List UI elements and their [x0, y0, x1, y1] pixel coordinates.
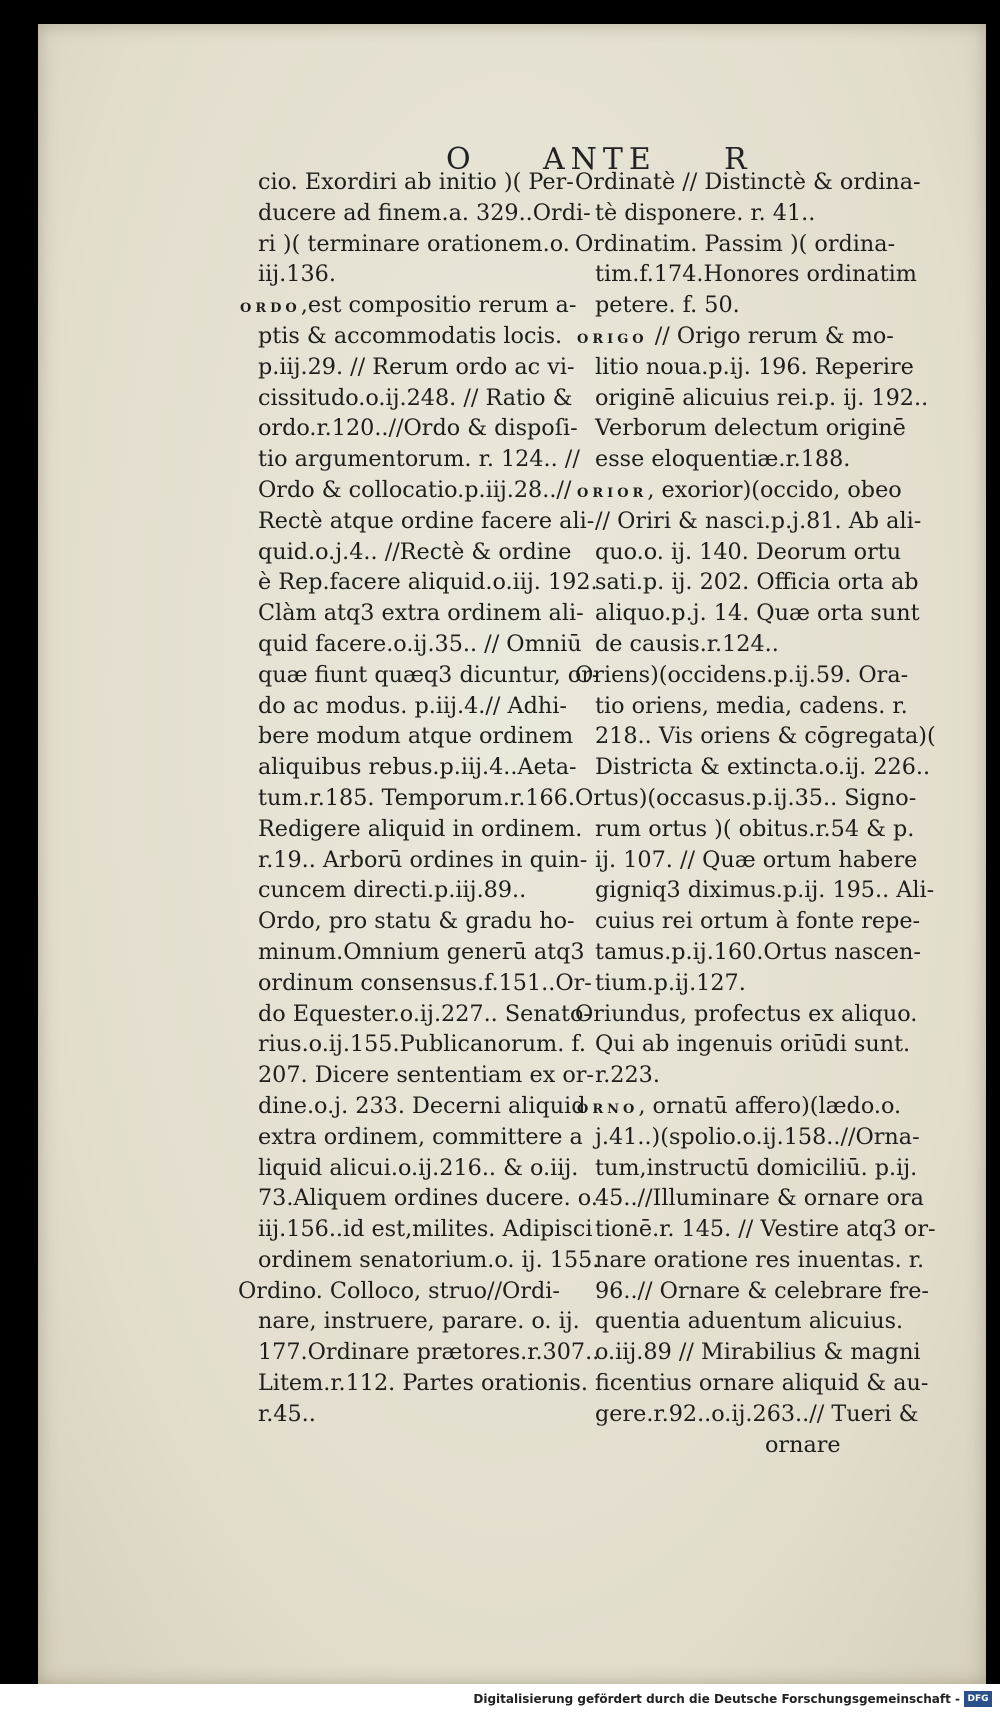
text-line [258, 475, 628, 506]
line-text: Oriundus, profectus ex aliquo. [575, 1000, 918, 1027]
line-text: 96..// Ornare & celebrare fre- [595, 1277, 929, 1304]
line-text: p.iij.29. // Rerum ordo ac vi- [258, 353, 575, 380]
line-text: petere. f. 50. [595, 292, 740, 319]
text-line [258, 1060, 628, 1091]
text-line [258, 814, 628, 845]
text-line [595, 1153, 1000, 1184]
line-text: do ac modus. p.iij.4.// Adhi- [258, 692, 567, 719]
line-text: originē alicuius rei.p. ij. 192.. [595, 384, 929, 411]
text-line [258, 229, 628, 260]
line-text: cuius rei ortum à fonte repe- [595, 908, 921, 935]
footer-credit: Digitalisierung gefördert durch die Deutsche Forschungsgemeinschaft - [473, 1692, 960, 1706]
dfg-logo: DFG [964, 1691, 992, 1707]
text-line [595, 629, 1000, 660]
text-line [595, 814, 1000, 845]
text-line [575, 783, 1000, 814]
line-text: Ordo & collocatio.p.iij.28..// [258, 476, 572, 503]
text-line [258, 413, 628, 444]
line-text: // Oriri & nasci.p.j.81. Ab ali- [595, 507, 922, 534]
text-line [595, 413, 1000, 444]
text-line [595, 598, 1000, 629]
line-text: Ordinatim. Passim )( ordina- [575, 230, 896, 257]
text-line [595, 845, 1000, 876]
text-line [258, 1214, 628, 1245]
line-text: nare oratione res inuentas. r. [595, 1246, 925, 1273]
line-text: o.iij.89 // Mirabilius & magni [595, 1339, 921, 1366]
line-text: extra ordinem, committere a [258, 1123, 583, 1150]
line-text: ri )( terminare orationem.o. [258, 230, 570, 257]
text-line [258, 968, 628, 999]
line-text: cuncem directi.p.iij.89.. [258, 877, 527, 904]
line-text: Oriens)(occidens.p.ij.59. Ora- [575, 661, 909, 688]
line-text: rius.o.ij.155.Publicanorum. f. [258, 1031, 586, 1058]
line-text: ij. 107. // Quæ ortum habere [595, 846, 918, 873]
line-text: 218.. Vis oriens & cōgregata)( [595, 723, 936, 750]
text-line [258, 691, 628, 722]
text-line [258, 1091, 628, 1122]
left-column [238, 167, 628, 1430]
text-line [595, 968, 1000, 999]
text-line [595, 1368, 1000, 1399]
line-text: quentia aduentum alicuius. [595, 1308, 904, 1335]
text-line [575, 660, 1000, 691]
text-line [258, 1122, 628, 1153]
line-text: r.19.. Arborū ordines in quin- [258, 846, 588, 873]
text-line [595, 352, 1000, 383]
text-line [575, 229, 1000, 260]
text-line [258, 1399, 628, 1430]
text-line [595, 259, 1000, 290]
text-line [258, 660, 628, 691]
line-text: ordo.r.120..//Ordo & dispoſi- [258, 415, 578, 442]
line-text: ornare [765, 1431, 841, 1458]
text-line [258, 1245, 628, 1276]
text-line [258, 506, 628, 537]
running-head-center: ANTE [543, 142, 657, 177]
line-text: Litem.r.112. Partes orationis. [258, 1370, 588, 1397]
line-text: Qui ab ingenuis oriūdi sunt. [595, 1031, 911, 1058]
text-line [258, 906, 628, 937]
text-line [258, 1368, 628, 1399]
text-line [258, 875, 628, 906]
line-text: , exorior)(occido, obeo [647, 476, 902, 503]
line-text: Verborum delectum originē [595, 415, 906, 442]
footer-bar [0, 1684, 1000, 1716]
line-text: esse eloquentiæ.r.188. [595, 446, 851, 473]
line-text: 73.Aliquem ordines ducere. o. [258, 1185, 598, 1212]
running-head-left: O [446, 142, 477, 177]
text-line [595, 383, 1000, 414]
text-line [595, 198, 1000, 229]
line-text: quæ fiunt quæq3 dicuntur, or- [258, 661, 600, 688]
line-text: ptis & accommodatis locis. [258, 322, 563, 349]
line-text: Redigere aliquid in ordinem. [258, 815, 583, 842]
line-text: cio. Exordiri ab initio )( Per- [258, 169, 574, 195]
line-text: ficentius ornare aliquid & au- [595, 1370, 929, 1397]
text-line [258, 1029, 628, 1060]
line-text: Rectè atque ordine facere ali- [258, 507, 595, 534]
line-text: sati.p. ij. 202. Officia orta ab [595, 569, 919, 596]
line-text: j.41..)(spolio.o.ij.158..//Orna- [595, 1123, 920, 1150]
text-line [595, 537, 1000, 568]
text-line [258, 783, 628, 814]
right-column [575, 167, 1000, 1460]
text-line [577, 321, 1000, 352]
line-text: tum.r.185. Temporum.r.166. [258, 784, 575, 811]
text-line [258, 752, 628, 783]
line-text: è Rep.facere aliquid.o.iij. 192. [258, 569, 598, 596]
text-line [258, 1306, 628, 1337]
line-text: cissitudo.o.ij.248. // Ratio & [258, 384, 573, 411]
line-text: Ordo, pro statu & gradu ho- [258, 908, 575, 935]
text-line [595, 1183, 1000, 1214]
text-line [595, 906, 1000, 937]
running-head-right: R [724, 142, 753, 177]
line-text: Ordinatè // Distinctè & ordina- [575, 169, 921, 195]
line-text: rum ortus )( obitus.r.54 & p. [595, 815, 915, 842]
headword: ORNO [577, 1101, 639, 1117]
text-line [595, 290, 1000, 321]
line-text: tè disponere. r. 41.. [595, 199, 816, 226]
text-line [595, 444, 1000, 475]
text-line [258, 845, 628, 876]
text-line [258, 352, 628, 383]
text-line [258, 537, 628, 568]
line-text: r.223. [595, 1062, 660, 1089]
book-page [38, 24, 986, 1684]
text-line [595, 1214, 1000, 1245]
line-text: aliquibus rebus.p.iij.4..Aeta- [258, 754, 577, 781]
line-text: Ordino. Colloco, struo//Ordi- [238, 1277, 560, 1304]
text-line [595, 875, 1000, 906]
text-line [258, 321, 628, 352]
text-line [240, 290, 628, 321]
line-text: 45..//Illuminare & ornare ora [595, 1185, 924, 1212]
line-text: iij.156..id est,milites. Adipisci [258, 1216, 593, 1243]
line-text: tum,instructū domiciliū. p.ij. [595, 1154, 918, 1181]
line-text: Ortus)(occasus.p.ij.35.. Signo- [575, 784, 917, 811]
line-text: aliquo.p.j. 14. Quæ orta sunt [595, 600, 920, 627]
text-line [238, 1276, 628, 1307]
line-text: 177.Ordinare prætores.r.307.. [258, 1339, 600, 1366]
line-text: tamus.p.ij.160.Ortus nascen- [595, 938, 921, 965]
text-line [258, 629, 628, 660]
text-line [595, 506, 1000, 537]
text-line [595, 1122, 1000, 1153]
line-text: minum.Omnium generū atq3 [258, 938, 585, 965]
line-text: dine.o.j. 233. Decerni aliquid [258, 1092, 586, 1119]
line-text: r.45.. [258, 1400, 316, 1427]
line-text: iij.136. [258, 261, 336, 288]
text-line [595, 937, 1000, 968]
line-text: tio argumentorum. r. 124.. // [258, 446, 580, 473]
headword: ORIOR [577, 485, 648, 501]
line-text: quid.o.j.4.. //Rectè & ordine [258, 538, 572, 565]
text-line [595, 1430, 1000, 1461]
text-line [258, 1337, 628, 1368]
text-line [258, 567, 628, 598]
text-line [595, 752, 1000, 783]
text-line [258, 167, 628, 198]
line-text: ducere ad finem.a. 329..Ordi- [258, 199, 591, 226]
text-line [258, 937, 628, 968]
line-text: tio oriens, media, cadens. r. [595, 692, 908, 719]
line-text: , ornatū affero)(lædo.o. [638, 1092, 902, 1119]
line-text: ,est compositio rerum a- [300, 292, 577, 319]
line-text: do Equester.o.ij.227.. Senato- [258, 1000, 591, 1027]
line-text: ordinum consensus.f.151..Or- [258, 969, 592, 996]
line-text: litio noua.p.ij. 196. Reperire [595, 353, 914, 380]
text-line [258, 721, 628, 752]
text-line [595, 721, 1000, 752]
headword: ORIGO [577, 331, 648, 347]
text-line [258, 198, 628, 229]
text-line [595, 1060, 1000, 1091]
line-text: quo.o. ij. 140. Deorum ortu [595, 538, 902, 565]
text-line [595, 1245, 1000, 1276]
text-line [258, 1183, 628, 1214]
text-line [595, 567, 1000, 598]
text-line [577, 475, 1000, 506]
line-text: gigniq3 diximus.p.ij. 195.. Ali- [595, 877, 935, 904]
text-line [258, 259, 628, 290]
text-line [595, 1306, 1000, 1337]
text-line [577, 1091, 1000, 1122]
text-line [575, 167, 1000, 198]
line-text: bere modum atque ordinem [258, 723, 574, 750]
line-text: de causis.r.124.. [595, 630, 779, 657]
text-line [575, 999, 1000, 1030]
text-line [258, 444, 628, 475]
text-line [595, 1029, 1000, 1060]
text-line [595, 691, 1000, 722]
headword: ORDO [240, 301, 301, 317]
line-text: // Origo rerum & mo- [647, 322, 894, 349]
text-line [595, 1337, 1000, 1368]
text-line [258, 999, 628, 1030]
line-text: gere.r.92..o.ij.263..// Tueri & [595, 1400, 919, 1427]
line-text: quid facere.o.ij.35.. // Omniū [258, 630, 582, 657]
text-line [595, 1276, 1000, 1307]
text-line [595, 1399, 1000, 1430]
line-text: Clàm atq3 extra ordinem ali- [258, 600, 584, 627]
line-text: 207. Dicere sententiam ex or- [258, 1062, 594, 1089]
line-text: tionē.r. 145. // Vestire atq3 or- [595, 1216, 936, 1243]
text-line [258, 383, 628, 414]
line-text: liquid alicui.o.ij.216.. & o.iij. [258, 1154, 579, 1181]
line-text: nare, instruere, parare. o. ij. [258, 1308, 580, 1335]
line-text: tium.p.ij.127. [595, 969, 746, 996]
text-line [258, 1153, 628, 1184]
line-text: Districta & extincta.o.ij. 226.. [595, 754, 931, 781]
text-line [258, 598, 628, 629]
line-text: tim.f.174.Honores ordinatim [595, 261, 917, 288]
line-text: ordinem senatorium.o. ij. 155. [258, 1246, 600, 1273]
